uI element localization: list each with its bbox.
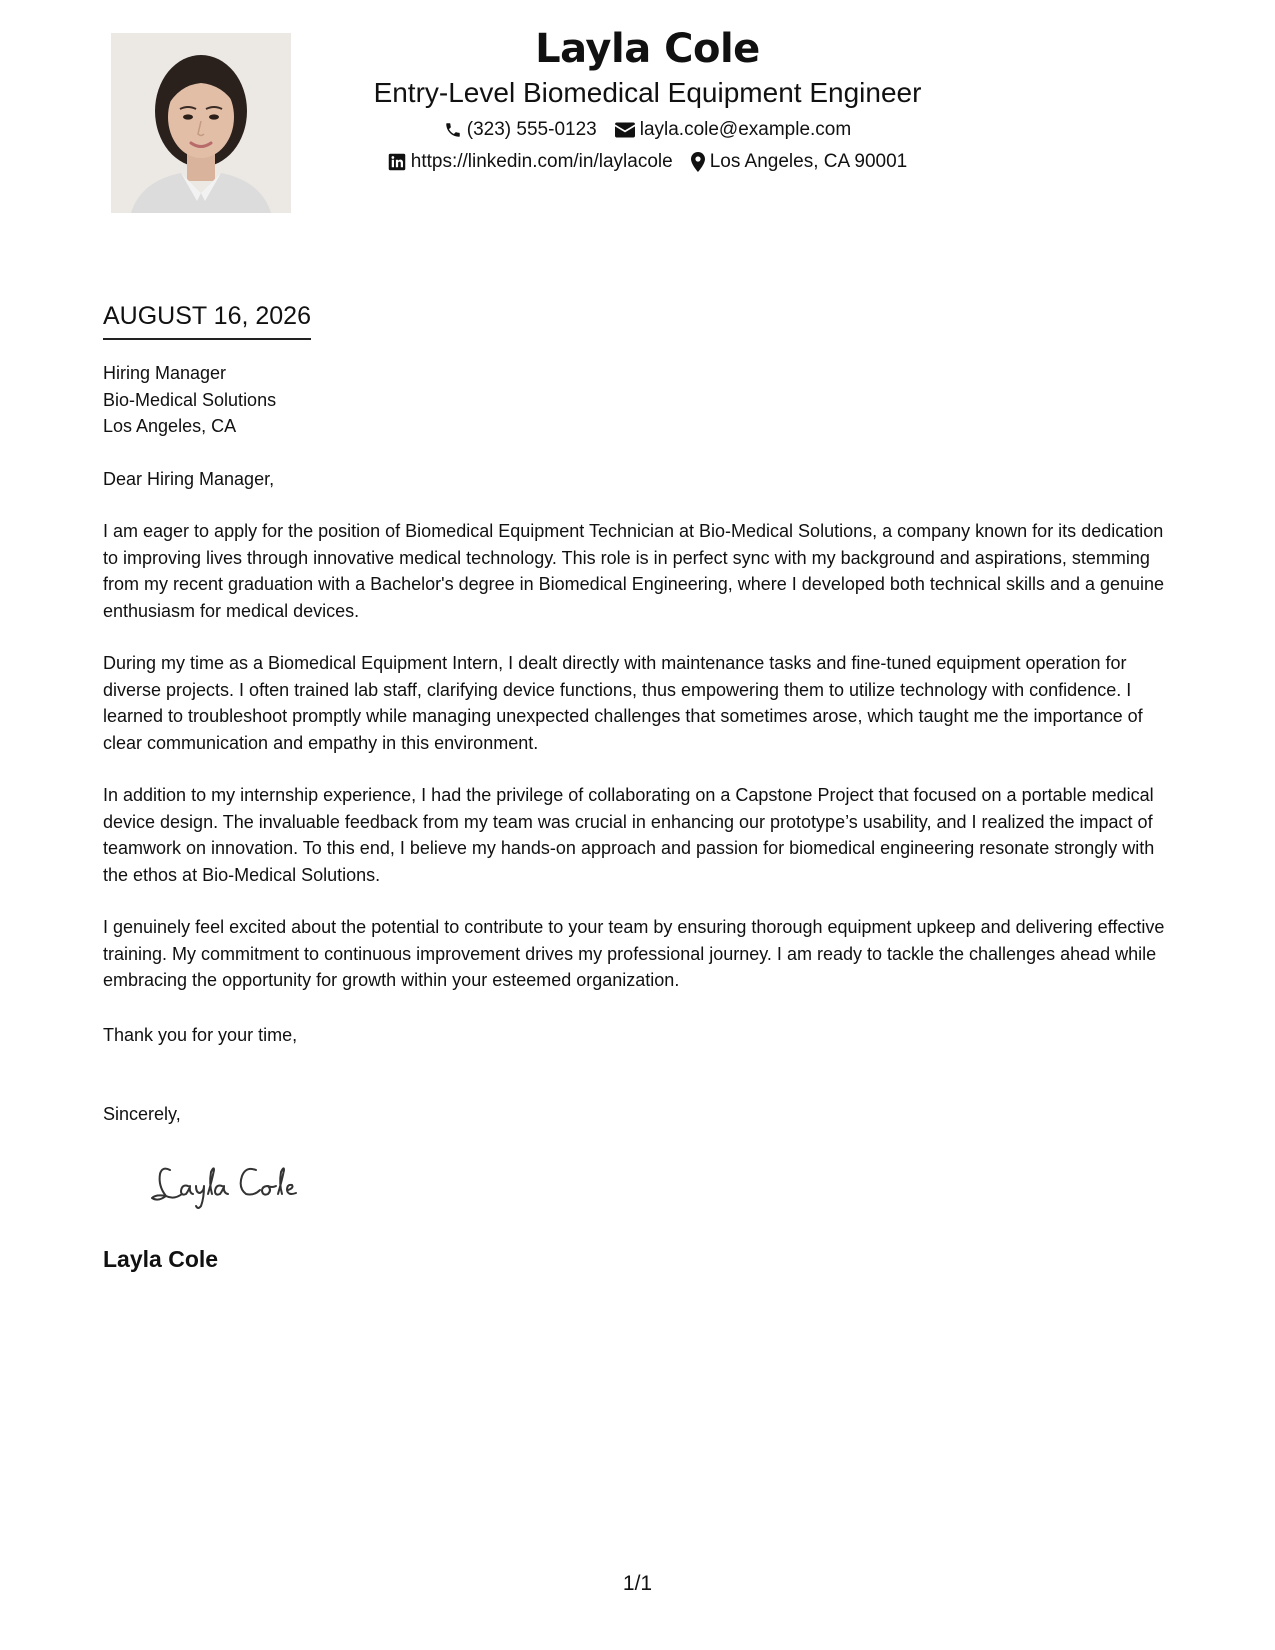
email-text: layla.cole@example.com — [639, 119, 852, 140]
body-paragraph: I genuinely feel excited about the potential to contribute to your team by ensuring thorough equipment upkeep and delivering effective training. My commitment to continuous improvement drives my professional journey. I am ready to tackle the challenges ahead while embracing the opportunity for growth within your esteemed organization. — [103, 917, 1165, 990]
resume-header — [300, 22, 995, 174]
recipient-line: Los Angeles, CA — [103, 416, 237, 436]
body-paragraph: During my time as a Biomedical Equipment Intern, I dealt directly with maintenance tasks and fine-tuned equipment operation for diverse projects. I often trained lab staff, clarifying device functions, thus empowering them to utilize technology with confidence. I learned to troubleshoot promptly while managing unexpected challenges that sometimes arose, which taught me the importance of clear communication and empathy in this environment. — [103, 653, 1143, 753]
closing-line: Sincerely, — [103, 1104, 181, 1124]
map-pin-icon — [691, 152, 705, 172]
job-title: Entry-Level Biomedical Equipment Engineer — [373, 77, 922, 108]
profile-photo — [111, 33, 291, 213]
signature-image — [148, 1156, 318, 1212]
body-paragraph: In addition to my internship experience, I had the privilege of collaborating on a Capstone Project that focused on a portable medical device design. The invaluable feedback from my team was crucial in enhancing our prototype’s usability, and I realized the impact of teamwork on innovation. To this end, I believe my hands-on approach and passion for biomedical engineering resonate strongly with the ethos at Bio-Medical Solutions. — [103, 785, 1155, 885]
contact-row-primary — [300, 118, 995, 142]
linkedin-contact[interactable] — [388, 150, 673, 174]
letter-date-block — [103, 300, 311, 340]
candidate-name: Layla Cole — [535, 26, 760, 72]
phone-icon — [444, 121, 462, 139]
contact-row-secondary — [300, 150, 995, 174]
linkedin-icon — [388, 153, 406, 171]
body-paragraph: I am eager to apply for the position of Biomedical Equipment Technician at Bio-Medical Solutions, a company known for its dedication to improving lives through innovative medical technology. This role is in perfect sync with my background and aspirations, stemming from my recent graduation with a Bachelor's degree in Biomedical Engineering, where I developed both technical skills and a genuine enthusiasm for medical devices. — [103, 521, 1165, 621]
salutation: Dear Hiring Manager, — [103, 468, 275, 489]
location-text: Los Angeles, CA 90001 — [709, 151, 908, 172]
letter-date: AUGUST 16, 2026 — [103, 300, 311, 340]
recipient-line: Hiring Manager — [103, 363, 227, 383]
envelope-icon — [615, 122, 635, 138]
recipient-address — [103, 360, 1173, 440]
recipient-line: Bio-Medical Solutions — [103, 389, 277, 410]
email-contact[interactable] — [615, 118, 852, 142]
linkedin-text: https://linkedin.com/in/laylacole — [410, 151, 673, 172]
page-number: 1/1 — [622, 1572, 653, 1595]
thanks-line: Thank you for your time, — [103, 1025, 298, 1045]
phone-contact[interactable] — [444, 118, 597, 142]
location-contact — [691, 150, 908, 174]
phone-text: (323) 555-0123 — [466, 119, 597, 140]
signed-name: Layla Cole — [103, 1246, 219, 1272]
letter-body — [103, 360, 1173, 1020]
